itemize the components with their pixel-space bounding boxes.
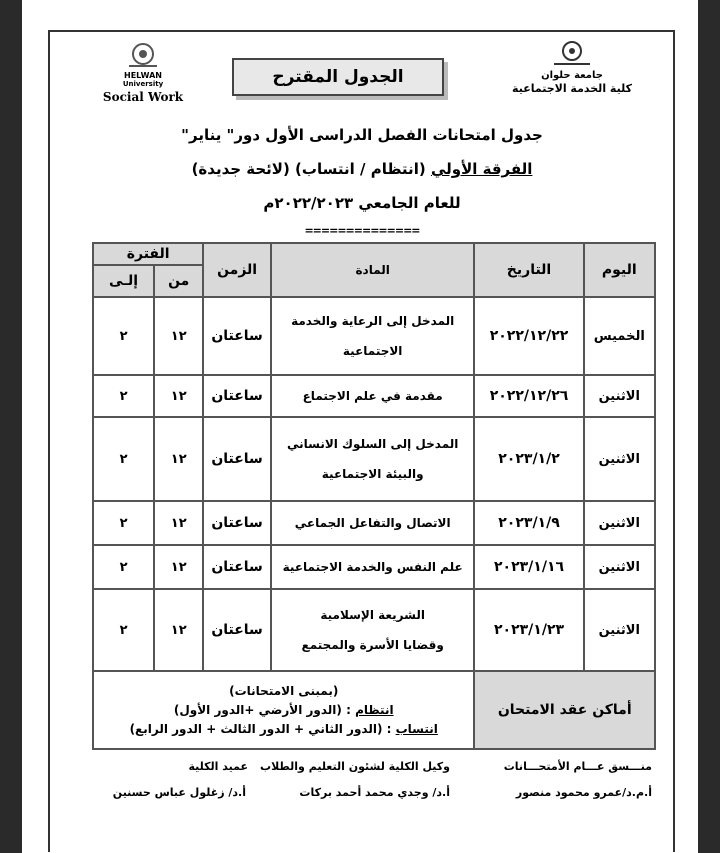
- faculty-name-label: كلية الخدمة الاجتماعية: [512, 82, 632, 95]
- table-row: [93, 375, 655, 417]
- row-date: ٢٠٢٣/١/١٦: [474, 545, 583, 589]
- row-from: ١٢: [154, 297, 203, 375]
- exam-places-details: [93, 671, 474, 749]
- row-day: الاثنين: [584, 375, 655, 417]
- logo-helwan-text: HELWAN: [124, 71, 162, 80]
- affiliate-students-floors: [94, 720, 473, 739]
- row-from: ١٢: [154, 589, 203, 671]
- row-day: الخميس: [584, 297, 655, 375]
- subject-line-1: علم النفس والخدمة الاجتماعية: [282, 560, 463, 574]
- subject-line-1: مقدمة في علم الاجتماع: [302, 389, 443, 403]
- faculty-brand-text: جامعة حلوان: [541, 70, 603, 81]
- subject-line-1: الاتصال والتفاعل الجماعي: [294, 516, 451, 530]
- row-to: ٢: [93, 545, 154, 589]
- exam-schedule-heading: جدول امتحانات الفصل الدراسى الأول دور" يناير": [181, 126, 543, 144]
- row-from: ١٢: [154, 501, 203, 545]
- year-level-heading: [82, 160, 642, 178]
- study-mode-label: (انتظام / انتساب) (لائحة جديدة): [191, 160, 426, 178]
- dean-role: عميد الكلية: [188, 760, 248, 773]
- row-date: ٢٠٢٣/١/٩: [474, 501, 583, 545]
- regular-floors: : (الدور الأرضي +الدور الأول): [173, 702, 351, 717]
- row-from: ١٢: [154, 545, 203, 589]
- row-date: ٢٠٢٣/١/٢٣: [474, 589, 583, 671]
- exam-schedule-table: [92, 242, 656, 750]
- col-header-time: الزمن: [203, 243, 271, 297]
- heading-separator: ==============: [304, 224, 420, 237]
- university-emblem-icon: [123, 42, 163, 68]
- row-time: ساعتان: [203, 375, 271, 417]
- regular-students-floors: [94, 701, 473, 720]
- row-day: الاثنين: [584, 545, 655, 589]
- dean-name: أ.د/ زغلول عباس حسنين: [112, 786, 246, 799]
- row-time: ساعتان: [203, 545, 271, 589]
- table-row: [93, 297, 655, 375]
- social-work-label: Social Work: [102, 90, 184, 104]
- row-time: ساعتان: [203, 297, 271, 375]
- row-subject: [271, 375, 475, 417]
- helwan-university-logo: [102, 42, 184, 104]
- logo-university-text: University: [122, 80, 164, 88]
- exam-building: (بمبنى الامتحانات): [229, 683, 339, 698]
- col-header-date: التاريخ: [474, 243, 583, 297]
- subject-line-1: المدخل إلى السلوك الانساني: [286, 437, 459, 451]
- regular-label: انتظام: [355, 702, 394, 717]
- proposed-schedule-title: الجدول المقترح: [232, 58, 444, 96]
- row-time: ساعتان: [203, 501, 271, 545]
- subject-line-2: وقضايا الأسرة والمجتمع: [301, 638, 444, 652]
- col-header-day: اليوم: [584, 243, 655, 297]
- row-to: ٢: [93, 375, 154, 417]
- row-subject: [271, 297, 475, 375]
- document-page: [22, 0, 698, 853]
- row-day: الاثنين: [584, 417, 655, 501]
- table-row: [93, 417, 655, 501]
- subject-line-1: المدخل إلى الرعاية والخدمة: [291, 314, 455, 328]
- col-header-to: إلـى: [93, 265, 154, 297]
- col-header-period: الفترة: [93, 243, 203, 265]
- table-row: [93, 589, 655, 671]
- row-subject: [271, 501, 475, 545]
- table-row: [93, 501, 655, 545]
- faculty-emblem-icon: [550, 40, 594, 66]
- affiliate-floors: : (الدور الثاني + الدور الثالث + الدور الرابع): [129, 721, 392, 736]
- table-row: [93, 545, 655, 589]
- exam-coordinator-role: منـــسق عـــام الأمتحـــانات: [503, 760, 652, 773]
- row-subject: [271, 417, 475, 501]
- row-date: ٢٠٢٢/١٢/٢٢: [474, 297, 583, 375]
- row-date: ٢٠٢٣/١/٢: [474, 417, 583, 501]
- year-level-label: الفرقة الأولي: [430, 160, 533, 178]
- row-subject: [271, 545, 475, 589]
- row-date: ٢٠٢٢/١٢/٢٦: [474, 375, 583, 417]
- row-subject: [271, 589, 475, 671]
- row-time: ساعتان: [203, 589, 271, 671]
- affiliate-label: انتساب: [395, 721, 438, 736]
- row-to: ٢: [93, 297, 154, 375]
- subject-line-1: الشريعة الإسلامية: [320, 608, 425, 622]
- faculty-logo: [512, 40, 632, 95]
- row-to: ٢: [93, 501, 154, 545]
- exam-places-label: أماكن عقد الامتحان: [474, 671, 655, 749]
- vice-dean-role: وكيل الكلية لشئون التعليم والطلاب: [260, 760, 450, 773]
- col-header-subject: المادة: [271, 243, 475, 297]
- exam-places-row: [93, 671, 655, 749]
- subject-line-2: الاجتماعية: [342, 344, 403, 358]
- subject-line-2: والبيئة الاجتماعية: [321, 467, 424, 481]
- row-from: ١٢: [154, 375, 203, 417]
- academic-year-heading: للعام الجامعي ٢٠٢٢/٢٠٢٣م: [263, 194, 461, 212]
- vice-dean-name: أ.د/ وجدي محمد أحمد بركات: [299, 786, 450, 799]
- row-from: ١٢: [154, 417, 203, 501]
- row-day: الاثنين: [584, 501, 655, 545]
- row-to: ٢: [93, 417, 154, 501]
- row-to: ٢: [93, 589, 154, 671]
- col-header-from: من: [154, 265, 203, 297]
- row-day: الاثنين: [584, 589, 655, 671]
- row-time: ساعتان: [203, 417, 271, 501]
- exam-coordinator-name: أ.م.د/عمرو محمود منصور: [515, 786, 652, 799]
